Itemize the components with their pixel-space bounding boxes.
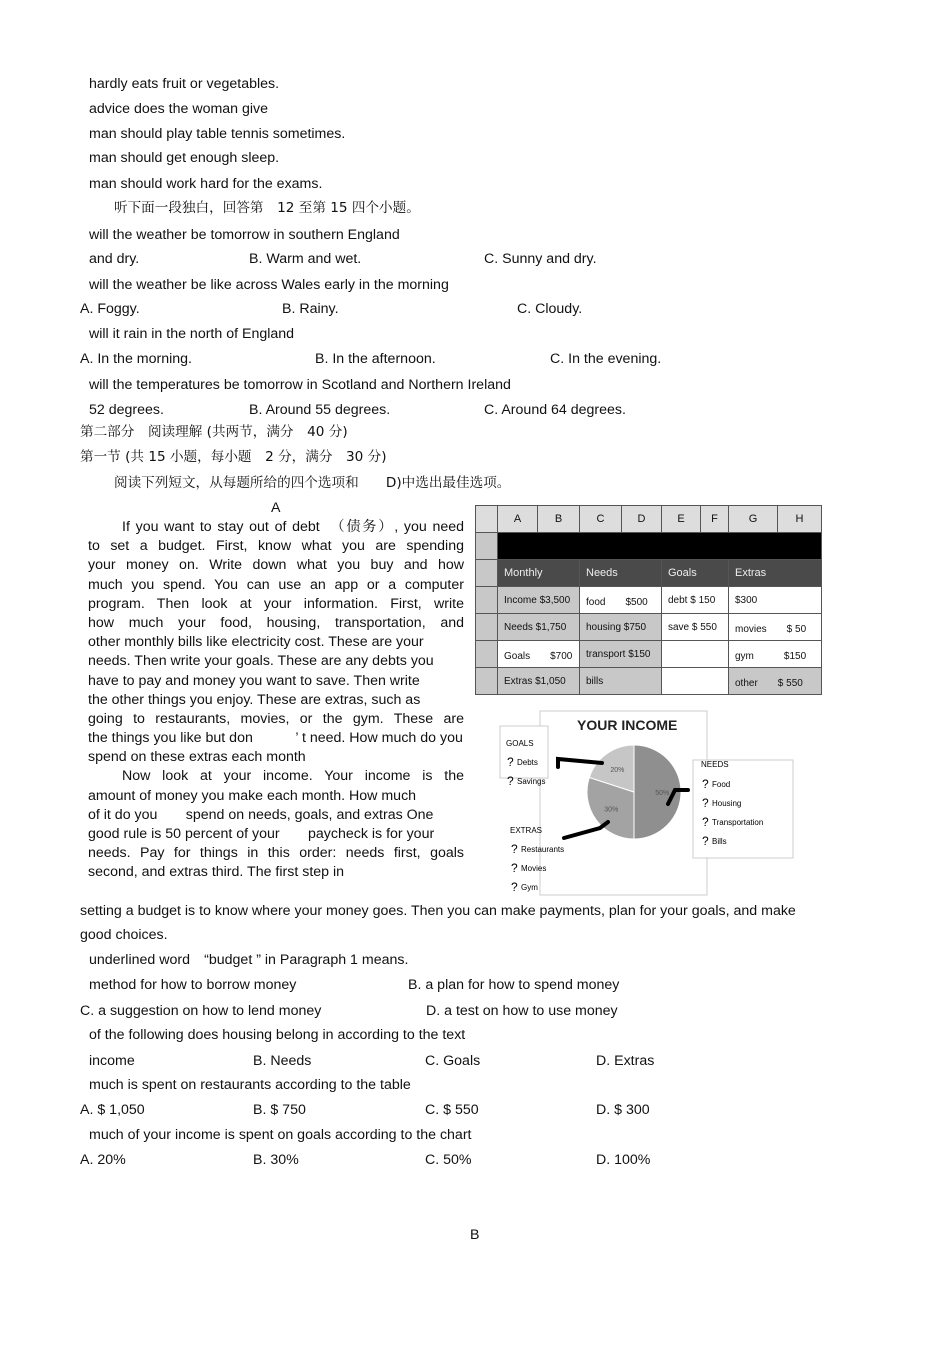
question-stem: will the weather be like across Wales early in the morning (89, 277, 449, 293)
answer-option: A. In the morning. (80, 351, 192, 367)
table-cell: Goals $700 (498, 641, 580, 668)
answer-option: 52 degrees. (89, 402, 164, 418)
row-header-cell (476, 587, 498, 614)
passage-line: program. Then look at your information. First, write (88, 595, 464, 612)
answer-option: A. $ 1,050 (80, 1102, 145, 1118)
passage-line: If you want to stay out of debt （债务）, you need (122, 519, 464, 535)
header-extras: Extras (729, 560, 822, 587)
question-stem: will the temperatures be tomorrow in Scotland and Northern Ireland (89, 377, 511, 393)
column-header: B (538, 506, 580, 533)
passage-line: of it do you spend on needs, goals, and extras One (88, 806, 434, 823)
passage-line: amount of money you make each month. How much (88, 787, 417, 804)
row-header-cell (476, 533, 498, 560)
passage-line: Now look at your income. Your income is the (122, 768, 464, 785)
answer-option: B. $ 750 (253, 1102, 306, 1118)
answer-option: man should work hard for the exams. (89, 176, 323, 192)
text-line: hardly eats fruit or vegetables. (89, 76, 280, 92)
column-header: E (662, 506, 701, 533)
answer-option: C. $ 550 (425, 1102, 479, 1118)
income-pie-chart (498, 710, 828, 896)
passage-line: good rule is 50 percent of your paycheck is for your (88, 826, 435, 842)
part-title: 第二部分 阅读理解 (共两节，满分 40 分) (80, 424, 348, 440)
answer-option: B. Rainy. (282, 301, 339, 317)
passage-label: A (271, 500, 281, 516)
answer-option: man should play table tennis sometimes. (89, 126, 346, 142)
needs-item: Food (712, 780, 731, 789)
passage-line: have to pay and money you want to save. Then write (88, 672, 420, 689)
answer-option: C. Goals (425, 1053, 481, 1069)
table-cell: Extras $1,050 (498, 668, 580, 695)
answer-option: B. Needs (253, 1053, 312, 1069)
column-header: D (622, 506, 662, 533)
table-cell (662, 668, 729, 695)
goals-item: Savings (517, 777, 546, 786)
needs-bullet: ? (702, 834, 709, 848)
answer-option: method for how to borrow money (89, 977, 297, 993)
slice-percent-label: 30% (604, 806, 619, 814)
table-cell: housing $750 (580, 614, 662, 641)
needs-legend-title: NEEDS (701, 760, 729, 769)
extras-item: Gym (521, 883, 538, 892)
extras-legend-title: EXTRAS (510, 826, 543, 835)
extras-item: Movies (521, 864, 547, 873)
column-header: F (701, 506, 729, 533)
question-stem: much is spent on restaurants according to the table (89, 1077, 411, 1093)
table-cell: Needs $1,750 (498, 614, 580, 641)
needs-item: Housing (712, 799, 742, 808)
question-stem: advice does the woman give (89, 101, 269, 117)
answer-option: C. 50% (425, 1152, 472, 1168)
answer-option: B. a plan for how to spend money (408, 977, 620, 993)
answer-option: D. $ 300 (596, 1102, 650, 1118)
header-monthly: Monthly (498, 560, 580, 587)
table-cell: Income $3,500 (498, 587, 580, 614)
answer-option: B. Warm and wet. (249, 251, 362, 267)
column-header: A (498, 506, 538, 533)
answer-option: C. a suggestion on how to lend money (80, 1003, 322, 1019)
passage-a (88, 518, 464, 883)
passage-line: the things you like but don ’ t need. How much do you (88, 730, 463, 747)
question-stem: much of your income is spent on goals according to the chart (89, 1127, 472, 1143)
needs-bullet: ? (702, 796, 709, 810)
goals-bullet: ? (507, 755, 514, 769)
passage-line: needs. Then write your goals. These are any debts you (88, 653, 434, 670)
goals-item: Debts (517, 758, 538, 767)
passage-line: your money on. Write down what you buy and how (88, 557, 464, 574)
goals-legend-frame (500, 726, 548, 778)
question-stem: will it rain in the north of England (89, 326, 295, 342)
answer-option: B. Around 55 degrees. (249, 402, 391, 418)
row-header-cell (476, 641, 498, 668)
needs-bullet: ? (702, 815, 709, 829)
header-needs: Needs (580, 560, 662, 587)
needs-item: Bills (712, 837, 727, 846)
table-cell: transport $150 (580, 641, 662, 668)
answer-option: D. a test on how to use money (426, 1003, 618, 1019)
question-stem: underlined word “budget ” in Paragraph 1 means. (89, 952, 409, 968)
answer-option: C. Cloudy. (517, 301, 583, 317)
passage-line: much you spend. You can use an app or a computer (88, 576, 464, 593)
table-cell: food $500 (580, 587, 662, 614)
table-cell: bills (580, 668, 662, 695)
row-header-cell (476, 668, 498, 695)
table-cell (662, 641, 729, 668)
question-stem: will the weather be tomorrow in southern England (89, 227, 400, 243)
answer-option: B. 30% (253, 1152, 299, 1168)
goals-bullet: ? (507, 774, 514, 788)
extras-item: Restaurants (521, 845, 565, 854)
answer-option: A. Foggy. (80, 301, 140, 317)
passage-line: needs. Pay for things in this order: needs first, goals (88, 845, 464, 862)
extras-bullet: ? (511, 842, 518, 856)
passage-label: B (470, 1227, 480, 1243)
needs-bullet: ? (702, 777, 709, 791)
chart-title: YOUR INCOME (577, 717, 678, 733)
header-goals: Goals (662, 560, 729, 587)
needs-item: Transportation (712, 818, 764, 827)
column-header: C (580, 506, 622, 533)
section-title: 第一节 (共 15 小题，每小题 2 分，满分 30 分) (80, 449, 387, 465)
row-header-cell (476, 614, 498, 641)
answer-option: C. In the evening. (550, 351, 662, 367)
passage-line: spend on these extras each month (88, 749, 306, 766)
passage-line: other monthly bills like electricity cost. These are your (88, 634, 424, 651)
extras-bullet: ? (511, 880, 518, 894)
answer-option: B. In the afternoon. (315, 351, 436, 367)
passage-line: second, and extras third. The first step in (88, 864, 345, 881)
passage-line: good choices. (80, 927, 168, 943)
table-cell: save $ 550 (662, 614, 729, 641)
section-instruction: 阅读下列短文，从每题所给的四个选项和 D)中选出最佳选项。 (114, 475, 511, 491)
table-cell: gym $150 (729, 641, 822, 668)
section-instruction: 听下面一段独白，回答第 12 至第 15 四个小题。 (114, 200, 420, 216)
answer-option: man should get enough sleep. (89, 150, 280, 166)
passage-line: how much your food, housing, transportation, and (88, 614, 464, 631)
slice-percent-label: 50% (655, 790, 670, 797)
row-header-cell (476, 560, 498, 587)
table-cell: $300 (729, 587, 822, 614)
budget-table (475, 505, 822, 695)
extras-bullet: ? (511, 861, 518, 875)
answer-option: C. Sunny and dry. (484, 251, 597, 267)
table-cell: debt $ 150 (662, 587, 729, 614)
passage-line: to set a budget. First, know what you are spending (88, 538, 464, 555)
answer-option: A. 20% (80, 1152, 126, 1168)
title-bar (498, 533, 822, 560)
passage-line: going to restaurants, movies, or the gym. These are (88, 710, 464, 727)
slice-percent-label: 20% (610, 767, 625, 775)
answer-option: D. 100% (596, 1152, 651, 1168)
table-cell: other $ 550 (729, 668, 822, 695)
table-cell: movies $ 50 (729, 614, 822, 641)
column-header: H (778, 506, 822, 533)
column-header: G (729, 506, 778, 533)
goals-legend-title: GOALS (506, 739, 534, 748)
answer-option: D. Extras (596, 1053, 655, 1069)
answer-option: and dry. (89, 251, 140, 267)
table-corner (476, 506, 498, 533)
passage-line: the other things you enjoy. These are extras, such as (88, 691, 421, 708)
answer-option: C. Around 64 degrees. (484, 402, 626, 418)
question-stem: of the following does housing belong in according to the text (89, 1027, 466, 1043)
passage-line: setting a budget is to know where your money goes. Then you can make payments, plan for your goals, and make (80, 903, 796, 919)
answer-option: income (89, 1053, 135, 1069)
